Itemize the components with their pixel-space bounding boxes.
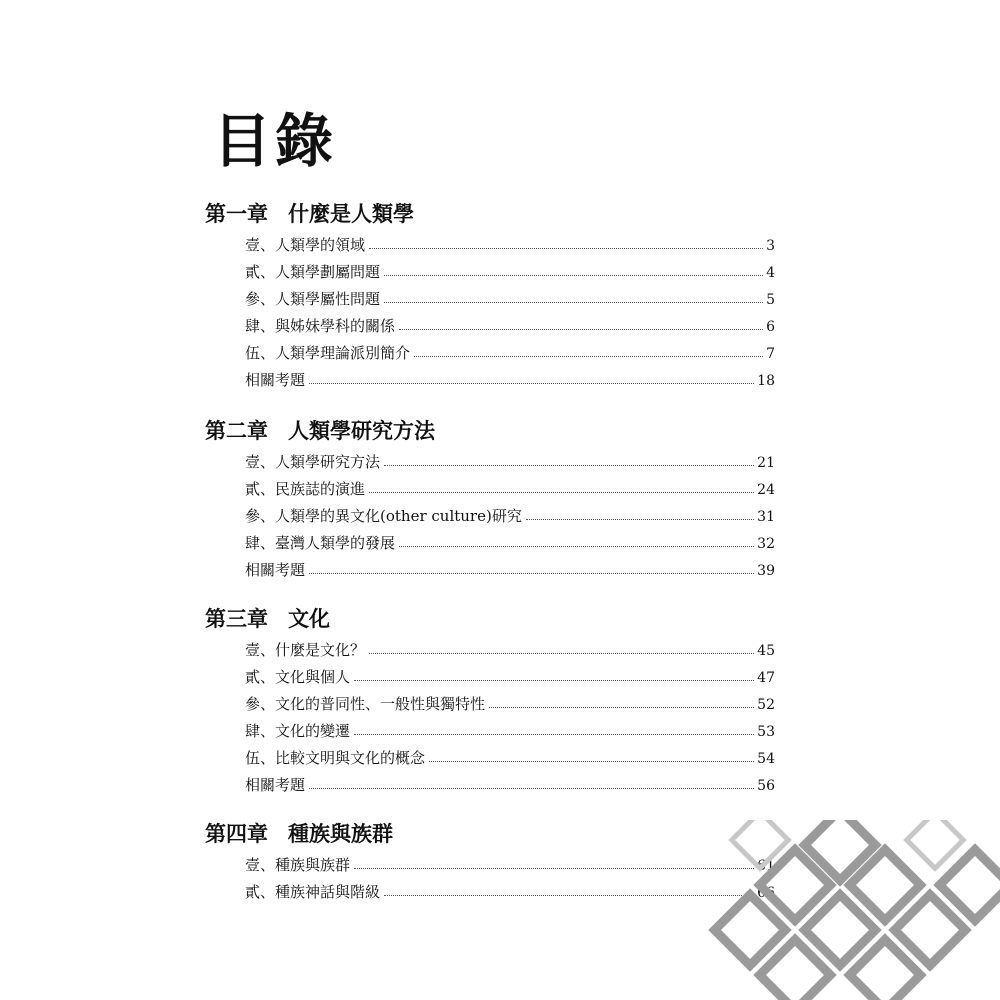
toc-entry[interactable] [245, 449, 775, 476]
entry-label: 壹、種族與族群 [245, 856, 351, 874]
toc-entry[interactable] [245, 879, 775, 906]
entry-label: 相關考題 [245, 561, 306, 579]
chapter-2 [205, 417, 775, 584]
entry-label: 參、人類學屬性問題 [245, 290, 381, 308]
dot-leader [354, 734, 754, 735]
chapter-title: 種族與族群 [288, 821, 393, 846]
entry-page: 61 [757, 858, 775, 874]
chapter-heading[interactable] [205, 417, 775, 445]
toc-entry[interactable] [245, 637, 775, 664]
dot-leader [384, 275, 763, 276]
toc-entry[interactable] [245, 367, 775, 394]
entry-label: 伍、比較文明與文化的概念 [245, 749, 426, 767]
entry-page: 31 [757, 509, 775, 525]
diamond-pattern-decoration [700, 820, 1000, 1000]
entry-page: 54 [757, 751, 775, 767]
entry-label: 貳、種族神話與階級 [245, 883, 381, 901]
dot-leader [354, 680, 754, 681]
entry-label: 肆、與姊妹學科的關係 [245, 317, 396, 335]
entry-label: 貳、文化與個人 [245, 668, 351, 686]
toc-entry[interactable] [245, 691, 775, 718]
toc-entry[interactable] [245, 232, 775, 259]
entry-page: 53 [757, 724, 775, 740]
entry-page: 56 [757, 778, 775, 794]
dot-leader [489, 707, 754, 708]
chapter-3 [205, 605, 775, 799]
chapter-1 [205, 200, 775, 394]
entry-page: 39 [757, 563, 775, 579]
toc-entry[interactable] [245, 530, 775, 557]
page-title: 目錄 [213, 107, 338, 175]
entry-page: 18 [757, 373, 775, 389]
dot-leader [414, 356, 763, 357]
entry-page: 52 [757, 697, 775, 713]
entry-page: 5 [766, 292, 775, 308]
chapter-4 [205, 820, 775, 906]
entry-page: 3 [766, 238, 775, 254]
dot-leader [309, 788, 754, 789]
entry-page: 6 [766, 319, 775, 335]
entry-label: 參、人類學的異文化(other culture)研究 [245, 507, 522, 525]
dot-leader [309, 573, 754, 574]
chapter-number: 第一章 [205, 201, 268, 226]
toc-entry[interactable] [245, 852, 775, 879]
chapter-number: 第四章 [205, 821, 268, 846]
entry-label: 相關考題 [245, 371, 306, 389]
entry-page: 24 [757, 482, 775, 498]
entry-page: 47 [757, 670, 775, 686]
dot-leader [526, 519, 754, 520]
entry-label: 壹、人類學研究方法 [245, 453, 381, 471]
entry-page: 45 [757, 643, 775, 659]
toc-entry[interactable] [245, 718, 775, 745]
entry-page: 7 [766, 346, 775, 362]
dot-leader [399, 329, 763, 330]
entry-label: 參、文化的普同性、一般性與獨特性 [245, 695, 486, 713]
toc-entry[interactable] [245, 664, 775, 691]
entry-label: 貳、人類學劃屬問題 [245, 263, 381, 281]
chapter-heading[interactable] [205, 200, 775, 228]
toc-entry[interactable] [245, 745, 775, 772]
dot-leader [429, 761, 754, 762]
dot-leader [369, 653, 754, 654]
entry-page: 32 [757, 536, 775, 552]
entry-page: 4 [766, 265, 775, 281]
entry-label: 肆、臺灣人類學的發展 [245, 534, 396, 552]
toc-entry[interactable] [245, 313, 775, 340]
chapter-heading[interactable] [205, 605, 775, 633]
dot-leader [384, 895, 754, 896]
dot-leader [369, 248, 763, 249]
chapter-title: 文化 [288, 606, 330, 631]
toc-entry[interactable] [245, 286, 775, 313]
dot-leader [354, 868, 754, 869]
dot-leader [369, 492, 754, 493]
dot-leader [384, 465, 754, 466]
entry-page: 21 [757, 455, 775, 471]
toc-entry[interactable] [245, 772, 775, 799]
entry-label: 壹、人類學的領域 [245, 236, 366, 254]
dot-leader [384, 302, 763, 303]
entry-label: 壹、什麼是文化？ [245, 641, 366, 659]
chapter-heading[interactable] [205, 820, 775, 848]
entry-page: 66 [757, 885, 775, 901]
toc-entry[interactable] [245, 259, 775, 286]
dot-leader [399, 546, 754, 547]
toc-entry[interactable] [245, 476, 775, 503]
entry-label: 貳、民族誌的演進 [245, 480, 366, 498]
toc-entry[interactable] [245, 503, 775, 530]
toc-entry[interactable] [245, 340, 775, 367]
chapter-number: 第二章 [205, 418, 268, 443]
dot-leader [309, 383, 754, 384]
toc-entry[interactable] [245, 557, 775, 584]
entry-label: 相關考題 [245, 776, 306, 794]
entry-label: 伍、人類學理論派別簡介 [245, 344, 411, 362]
chapter-title: 什麼是人類學 [288, 201, 414, 226]
entry-label: 肆、文化的變遷 [245, 722, 351, 740]
chapter-title: 人類學研究方法 [288, 418, 435, 443]
chapter-number: 第三章 [205, 606, 268, 631]
